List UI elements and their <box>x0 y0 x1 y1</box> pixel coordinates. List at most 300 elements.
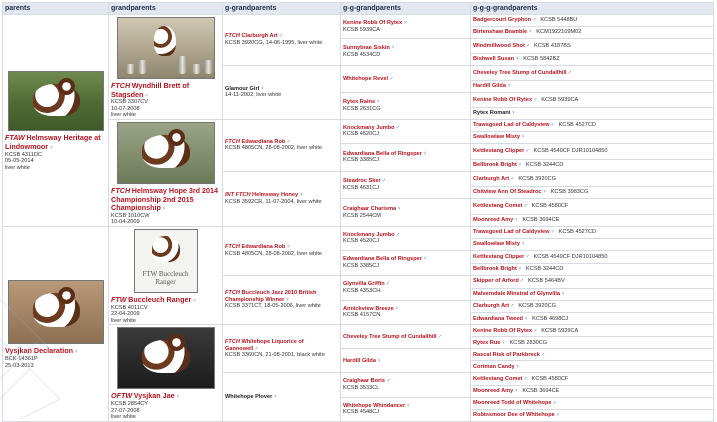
sex-icon: ♀ <box>520 241 526 248</box>
sex-icon: ♂ <box>552 399 557 406</box>
sex-icon: ♂ <box>525 42 531 49</box>
dog-name-link[interactable]: Edwardiana Rob <box>241 138 286 145</box>
dog-reg: KCSB 4353CH <box>343 287 381 294</box>
g-grandparent-cell <box>223 226 341 275</box>
dog-reg: KCSB 4011CV <box>111 304 148 311</box>
dog-reg: KCSB 3244CD <box>526 161 564 168</box>
dog-name-link[interactable]: Bellbrook Bright <box>473 265 517 272</box>
dog-reg: BCK-14361P <box>5 356 38 363</box>
dog-name-link[interactable]: Edwardiana Bella of Ringsper <box>343 150 422 157</box>
dog-name-link[interactable]: Rytex Rue <box>473 339 501 346</box>
g-g-grandparent-cell <box>341 143 471 171</box>
pedigree-row <box>3 119 714 131</box>
dog-name-link[interactable]: Whitehope Whindancer <box>343 402 406 409</box>
g-g-g-grandparent-cell <box>471 349 714 361</box>
g-grandparent-cell <box>223 275 341 325</box>
dog-name-link[interactable]: Malverndale Minstral of Glynvilla <box>473 290 561 297</box>
sex-icon: ♂ <box>389 75 394 82</box>
g-g-grandparent-cell <box>341 275 471 300</box>
sex-icon: ♂ <box>286 138 291 145</box>
sex-icon: ♀ <box>260 85 265 92</box>
dog-name-link[interactable]: Steadroc Sker <box>343 178 381 185</box>
sire-cell <box>3 15 109 227</box>
pedigree-row <box>3 226 714 238</box>
dog-reg: KCSB 3920CG <box>518 303 556 310</box>
dog-name-link[interactable]: Glynvilla Griffin <box>343 281 385 288</box>
dog-name-link[interactable]: Buccleuch Jazz 2010 British Championship Winner <box>225 290 317 303</box>
g-g-g-grandparent-cell <box>471 214 714 226</box>
dog-colour: liver white <box>111 414 136 421</box>
dog-name-link[interactable]: Bishwell Susan <box>473 56 515 63</box>
dog-name-link[interactable]: Knockmany Jumbo <box>343 124 395 131</box>
photo-caption-line-1: FTW Buccleuch <box>142 269 189 278</box>
g-g-grandparent-cell <box>341 119 471 143</box>
dog-name-link[interactable]: Kettlestang Comet <box>473 375 523 382</box>
sex-icon: ♀ <box>175 394 180 401</box>
g-grandparent-cell <box>223 325 341 373</box>
dog-name-link[interactable]: Helmsway Heritage at Lindowmoor <box>5 133 101 152</box>
sex-icon: ♀ <box>285 296 290 303</box>
g-g-g-grandparent-cell <box>471 397 714 409</box>
grandparent-cell <box>109 226 223 324</box>
g-g-grandparent-cell <box>341 349 471 373</box>
sex-icon: ♂ <box>286 244 291 251</box>
spaniel-head-icon <box>168 129 185 146</box>
dog-name-block <box>225 139 338 146</box>
sex-icon: ♂ <box>532 17 537 24</box>
header-parents: parents <box>3 3 109 15</box>
header-row <box>3 3 714 15</box>
dog-reg: KCSB 3244CD <box>526 265 564 272</box>
sex-icon: ♂ <box>525 148 530 154</box>
dog-name-link[interactable]: Cheveley Tree Stump of Cundallhill <box>343 333 437 340</box>
dog-colour: liver white <box>111 317 136 324</box>
sex-icon: ♂ <box>385 378 391 385</box>
dog-reg: KCSB 4534CD <box>343 51 381 58</box>
grandparent-cell <box>109 325 223 421</box>
dog-reg: KCSB 4311DC <box>5 151 42 158</box>
dog-name-link[interactable]: Edwardiana Tweed <box>473 315 523 322</box>
sex-icon: ♀ <box>561 290 566 297</box>
dog-name-block <box>111 392 220 401</box>
sex-icon: ♀ <box>501 339 506 346</box>
dog-reg: KCSB 3533CL <box>343 385 380 391</box>
g-g-grandparent-cell <box>341 397 471 421</box>
trophy-icon <box>204 60 213 74</box>
dog-name-link[interactable]: Moonreed Amy <box>473 387 514 394</box>
dog-name-link[interactable]: Whitehope Plover <box>225 393 273 400</box>
dog-photo-icon <box>8 280 104 344</box>
dog-title: FTCH <box>225 338 240 345</box>
dog-reg: KCSB 4698CJ <box>532 315 569 322</box>
dog-reg: KCSB 3920CG <box>518 175 556 182</box>
grandparent-cell <box>109 119 223 226</box>
g-g-g-grandparent-cell <box>471 238 714 250</box>
g-g-g-grandparent-cell <box>471 373 714 385</box>
dog-name-block <box>111 187 220 213</box>
g-g-g-grandparent-cell <box>471 187 714 199</box>
g-g-grandparent-cell <box>341 39 471 66</box>
g-g-g-grandparent-cell <box>471 119 714 131</box>
g-g-g-grandparent-cell <box>471 337 714 349</box>
photo-caption-line-2: Ranger <box>155 277 176 286</box>
dog-name-link[interactable]: Kenine Robb Of Rytex <box>473 96 533 103</box>
dog-title: FTCH <box>225 290 240 297</box>
dog-title: FTAW <box>5 133 25 143</box>
g-g-g-grandparent-cell <box>471 199 714 215</box>
dog-reg: KCSB 3307CV <box>111 99 149 106</box>
dog-photo-icon <box>117 17 215 79</box>
g-g-grandparent-cell <box>341 373 471 397</box>
sex-icon: ♂ <box>540 351 546 358</box>
spaniel-icon <box>154 26 176 56</box>
header-grandparents: grandparents <box>109 3 223 15</box>
dog-photo-icon <box>134 229 198 293</box>
dam-cell <box>3 226 109 421</box>
sex-icon: ♀ <box>514 217 519 224</box>
dog-name-block <box>111 82 220 99</box>
dog-title: FTCH <box>225 33 240 40</box>
sex-icon: ♂ <box>395 124 400 131</box>
sex-icon: ♀ <box>511 110 516 117</box>
header-g-g-grandparents: g-g-grandparents <box>341 3 471 15</box>
header-g-g-g-grandparents: g-g-g-grandparents <box>471 3 714 15</box>
dog-name-link[interactable]: Sunnybrae Siskin <box>343 45 390 52</box>
dog-title: FTCH <box>111 185 131 195</box>
sex-icon: ♂ <box>523 375 528 382</box>
dog-reg: KCSB 3385CJ <box>343 262 380 269</box>
sex-icon: ♂ <box>533 327 538 334</box>
g-g-g-grandparent-cell <box>471 80 714 92</box>
sex-icon: ♂ <box>403 19 408 26</box>
dog-reg: KCSB 4520CJ <box>343 238 380 245</box>
sex-icon: ♀ <box>517 265 523 272</box>
dog-reg: KCSB 4580CF <box>531 375 569 382</box>
dog-title: INT FTCH <box>225 192 251 199</box>
dog-reg: KCSB 1010CW <box>111 212 150 219</box>
sex-icon: ♀ <box>394 305 399 312</box>
sex-icon: ♂ <box>519 278 524 285</box>
sex-icon: ♂ <box>385 281 390 288</box>
dog-reg: KCSB 5842BZ <box>523 56 560 63</box>
g-g-g-grandparent-cell <box>471 361 714 373</box>
sex-icon: ♂ <box>254 345 259 352</box>
sex-icon: ♀ <box>520 134 526 141</box>
dog-dob: 10-07-2008 <box>111 105 140 112</box>
spaniel-head-icon <box>58 287 75 304</box>
dog-name-link[interactable]: Buccleuch Ranger <box>128 294 192 304</box>
g-g-g-grandparent-cell <box>471 53 714 65</box>
g-g-g-grandparent-cell <box>471 39 714 54</box>
g-g-g-grandparent-cell <box>471 250 714 263</box>
dog-reg: KCSB 4549CF DJR10104850 <box>533 148 608 154</box>
dog-reg: KCSB 4527CD <box>558 229 596 236</box>
sex-icon: ♀ <box>517 161 523 168</box>
g-grandparent-cell <box>223 171 341 226</box>
sex-icon: ♀ <box>514 387 519 394</box>
sex-icon: ♂ <box>550 122 555 129</box>
dog-reg: KCM1922109M02 <box>536 29 582 36</box>
pedigree-row <box>3 15 714 27</box>
dog-name-link[interactable]: Whitehope Liquorice of Gannowell <box>225 338 304 352</box>
dog-name-link[interactable]: Clarburgh Art <box>473 303 510 310</box>
dog-name-link[interactable]: Cortman Candy <box>473 363 515 370</box>
sex-icon: ♀ <box>555 411 560 418</box>
sex-icon: ♂ <box>533 96 538 103</box>
dog-reg: KCSB 4580CF <box>531 203 569 210</box>
dog-reg: KCSB 4548CJ <box>343 409 380 416</box>
dog-name-link[interactable]: Edwardiana Rob <box>241 244 286 251</box>
trophy-icon <box>192 64 201 74</box>
g-g-g-grandparent-cell <box>471 92 714 107</box>
dog-name-link[interactable]: Swallowlaw Misty <box>473 241 520 248</box>
sex-icon: ♀ <box>376 99 381 106</box>
dog-name-block <box>225 86 338 93</box>
dog-name-link[interactable]: Badgercourt Gryphon <box>473 17 532 24</box>
header-g-grandparents: g-grandparents <box>223 3 341 15</box>
dog-details: 14-11-2002, liver white <box>225 92 282 99</box>
sex-icon: ♀ <box>506 83 512 90</box>
sex-icon: ♂ <box>192 297 197 304</box>
dog-name-link[interactable]: Birtenshaw Bramble <box>473 29 528 36</box>
dog-details: KCSB 3371CT, 18-05-2006, liver white <box>225 303 321 310</box>
g-g-g-grandparent-cell <box>471 65 714 80</box>
dog-reg: KCSB 5939CA <box>541 96 579 103</box>
sex-icon: ♀ <box>299 192 304 199</box>
sex-icon: ♀ <box>523 315 529 322</box>
grandparent-cell <box>109 15 223 120</box>
sex-icon: ♂ <box>510 303 515 310</box>
dog-dob: 25-03-2013 <box>5 362 34 369</box>
dog-name-link[interactable]: Hardill Gilda <box>473 83 506 90</box>
g-g-grandparent-cell <box>341 65 471 92</box>
dog-name-link[interactable]: Moonreed Todd of Whitehope <box>473 399 552 406</box>
sex-icon: ♀ <box>397 206 402 213</box>
dog-reg: KCSB 2544CM <box>343 212 381 219</box>
sex-icon: ♀ <box>422 150 428 157</box>
dog-details: KCSB 4805CN, 28-08-2002, liver white <box>225 145 323 152</box>
dog-name-link[interactable]: Chitview Ann Of Steadroc <box>473 189 542 196</box>
dog-name-link[interactable]: Rytex Romani <box>473 110 511 117</box>
dog-dob: 05-05-2014 <box>5 158 34 165</box>
sex-icon: ♀ <box>74 349 79 356</box>
g-g-grandparent-cell <box>341 199 471 227</box>
dog-details: KCSB 4805CN, 28-08-2002, liver white <box>225 250 323 257</box>
dog-name-block <box>225 290 338 303</box>
dog-reg: KCSB 5939CA <box>541 327 579 334</box>
pedigree-row <box>3 325 714 337</box>
sex-icon: ♂ <box>567 69 572 76</box>
dog-name-block <box>111 296 220 305</box>
dog-name-link[interactable]: Annickview Breeze <box>343 305 394 312</box>
g-g-g-grandparent-cell <box>471 263 714 275</box>
dog-name-link[interactable]: Edwardiana Bella of Ringsper <box>343 256 422 263</box>
dog-name-link[interactable]: Glamour Girl <box>225 85 260 92</box>
g-g-grandparent-cell <box>341 300 471 325</box>
pedigree-table <box>2 2 714 422</box>
dog-title: OFTW <box>111 391 133 401</box>
dog-details: KCSB 3920CG, 14-06-1995, liver white <box>225 39 323 46</box>
dog-title: FTCH <box>225 138 240 145</box>
dog-reg: KCSB 5448BU <box>540 17 578 24</box>
g-g-grandparent-cell <box>341 250 471 275</box>
dog-name-link[interactable]: Hardill Gilda <box>343 357 376 364</box>
dog-colour: liver white <box>111 112 136 119</box>
g-g-g-grandparent-cell <box>471 300 714 313</box>
trophy-icon <box>126 64 135 74</box>
g-g-grandparent-cell <box>341 226 471 250</box>
dog-name-block <box>5 134 106 151</box>
dog-reg: KCSB 5939CA <box>343 26 381 33</box>
sex-icon: ♀ <box>542 189 547 196</box>
dog-name-block <box>225 339 338 352</box>
sex-icon: ♀ <box>528 29 533 36</box>
sex-icon: ♀ <box>376 357 382 364</box>
g-g-g-grandparent-cell <box>471 27 714 39</box>
sex-icon: ♂ <box>525 253 530 260</box>
g-grandparent-cell <box>223 373 341 421</box>
dog-name-link[interactable]: Vysjkan Jae <box>133 391 175 401</box>
dog-photo-icon <box>117 327 215 389</box>
g-grandparent-cell <box>223 119 341 171</box>
g-g-g-grandparent-cell <box>471 325 714 337</box>
dog-name-link[interactable]: Wyndhill Brett of Stagsden <box>111 81 190 99</box>
dog-reg: KCSB 3694CE <box>522 217 560 224</box>
sex-icon: ♀ <box>390 45 396 52</box>
sex-icon: ♂ <box>381 178 386 185</box>
g-g-g-grandparent-cell <box>471 143 714 159</box>
dog-name-link[interactable]: Moonreed Amy <box>473 217 514 224</box>
g-g-g-grandparent-cell <box>471 288 714 300</box>
g-g-g-grandparent-cell <box>471 385 714 397</box>
dog-name-link[interactable]: Rytex Rains <box>343 99 376 106</box>
dog-details: KCSB 3360CN, 21-08-2001, black white <box>225 352 325 359</box>
sex-icon: ♀ <box>273 393 278 400</box>
sex-icon: ♂ <box>510 175 515 182</box>
g-g-g-grandparent-cell <box>471 107 714 119</box>
g-g-g-grandparent-cell <box>471 159 714 171</box>
photo-caption <box>135 270 197 286</box>
g-g-grandparent-cell <box>341 15 471 39</box>
dog-reg: KCSB 4549CF DJR10104850 <box>533 253 608 260</box>
g-grandparent-cell <box>223 65 341 119</box>
dog-reg: KCSB 4157CN <box>343 312 381 319</box>
g-g-grandparent-cell <box>341 325 471 349</box>
dog-name-link[interactable]: Clarburgh Art <box>241 33 278 40</box>
spaniel-head-icon <box>168 334 185 351</box>
dog-name-link[interactable]: Helmsway Hope 3rd 2014 Championship 2nd 2015 Championship <box>111 185 219 213</box>
dog-reg: KCSB 4520CJ <box>343 131 380 138</box>
dog-name-link[interactable]: Cheveley Tree Stump of Cundallhill <box>473 69 567 76</box>
dog-reg: KCSB 4631CJ <box>343 184 380 191</box>
sex-icon: ♀ <box>161 206 167 213</box>
dog-name-block <box>225 244 338 251</box>
g-g-grandparent-cell <box>341 171 471 199</box>
g-g-g-grandparent-cell <box>471 275 714 288</box>
dog-reg: KCSB 3694CE <box>522 387 560 394</box>
dog-name-link[interactable]: Vysjkan Declaration <box>5 346 74 356</box>
sex-icon: ♂ <box>523 203 528 210</box>
dog-dob: 27-07-2008 <box>111 407 140 414</box>
dog-name-link[interactable]: Knockmany Jumbo <box>343 231 395 238</box>
dog-reg: KCSB 2830CG <box>509 339 548 346</box>
trophy-icon <box>178 56 187 74</box>
sex-icon: ♀ <box>515 56 520 63</box>
dog-name-link[interactable]: Craighaar Boris <box>343 378 385 385</box>
sex-icon: ♂ <box>278 33 283 40</box>
sex-icon: ♂ <box>437 333 442 340</box>
dog-name-link[interactable]: Windmillwood Shot <box>473 42 525 49</box>
g-g-grandparent-cell <box>341 92 471 119</box>
dog-reg: KCSB 2854CY <box>111 400 149 407</box>
dog-title: FTCH <box>225 244 240 251</box>
dog-photo-icon <box>8 71 104 131</box>
dog-reg: KCSB 3983CG <box>550 189 589 196</box>
g-g-g-grandparent-cell <box>471 226 714 238</box>
g-g-g-grandparent-cell <box>471 313 714 325</box>
dog-photo-icon <box>117 122 215 184</box>
dog-reg: KCSB 4187BS <box>534 42 571 49</box>
dog-name-link[interactable]: Whitehope Revel <box>343 75 389 82</box>
dog-reg: KCSB 3385CJ <box>343 157 380 164</box>
dog-name-link[interactable]: Trawsgoed Lad of Caldyview <box>473 229 550 236</box>
dog-name-link[interactable]: Kettlestang Clipper <box>473 148 525 154</box>
dog-reg: KCSB 5464BV <box>528 278 565 285</box>
dog-dob: 22-04-2009 <box>111 311 140 318</box>
dog-dob: 10-04-2009 <box>111 219 140 226</box>
sex-icon: ♂ <box>144 92 149 99</box>
spaniel-icon <box>152 236 180 262</box>
dog-reg: KCSB 4527CD <box>558 122 596 129</box>
dog-name-link[interactable]: Trawsgoed Lad of Caldyview <box>473 122 550 129</box>
sex-icon: ♂ <box>550 229 555 236</box>
g-g-g-grandparent-cell <box>471 171 714 187</box>
g-g-g-grandparent-cell <box>471 409 714 421</box>
dog-name-link[interactable]: Rascal Risk of Parkbreck <box>473 351 540 358</box>
sex-icon: ♂ <box>49 145 54 152</box>
dog-name-block <box>225 33 338 40</box>
dog-title: FTCH <box>111 81 131 90</box>
sex-icon: ♂ <box>395 231 400 238</box>
g-g-g-grandparent-cell <box>471 15 714 27</box>
dog-name-link[interactable]: Kenine Robb Of Rytex <box>343 19 403 26</box>
dog-name-block <box>225 192 338 199</box>
dog-colour: liver white <box>5 164 30 171</box>
dog-name-block <box>225 394 338 401</box>
dog-name-link[interactable]: Kettlestang Comet <box>473 203 523 210</box>
g-grandparent-cell <box>223 15 341 66</box>
dog-name-link[interactable]: Kenine Robb Of Rytex <box>473 327 533 334</box>
dog-title: FTW <box>111 294 127 304</box>
dog-name-block <box>5 347 106 356</box>
dog-name-link[interactable]: Helmsway Honey <box>252 192 299 199</box>
dog-name-link[interactable]: Kettlestang Clipper <box>473 253 525 260</box>
sex-icon: ♀ <box>406 402 411 409</box>
sex-icon: ♀ <box>515 363 520 370</box>
spaniel-head-icon <box>58 78 75 95</box>
g-g-g-grandparent-cell <box>471 131 714 143</box>
dog-name-link[interactable]: Swallowlaw Misty <box>473 134 520 141</box>
dog-name-link[interactable]: Clarburgh Art <box>473 175 510 182</box>
trophy-icon <box>138 60 147 74</box>
dog-reg: KCSB 2631CG <box>343 105 381 112</box>
dog-name-link[interactable]: Craighaar Charisma <box>343 206 397 213</box>
dog-name-link[interactable]: Bellbrook Bright <box>473 161 517 168</box>
dog-name-link[interactable]: Skipper of Arford <box>473 278 519 285</box>
dog-details: KCSB 3592CR, 11-07-2004, liver white <box>225 198 322 205</box>
sex-icon: ♀ <box>422 256 428 263</box>
dog-name-link[interactable]: Robinsmoor Dee of Whitehope <box>473 411 555 418</box>
